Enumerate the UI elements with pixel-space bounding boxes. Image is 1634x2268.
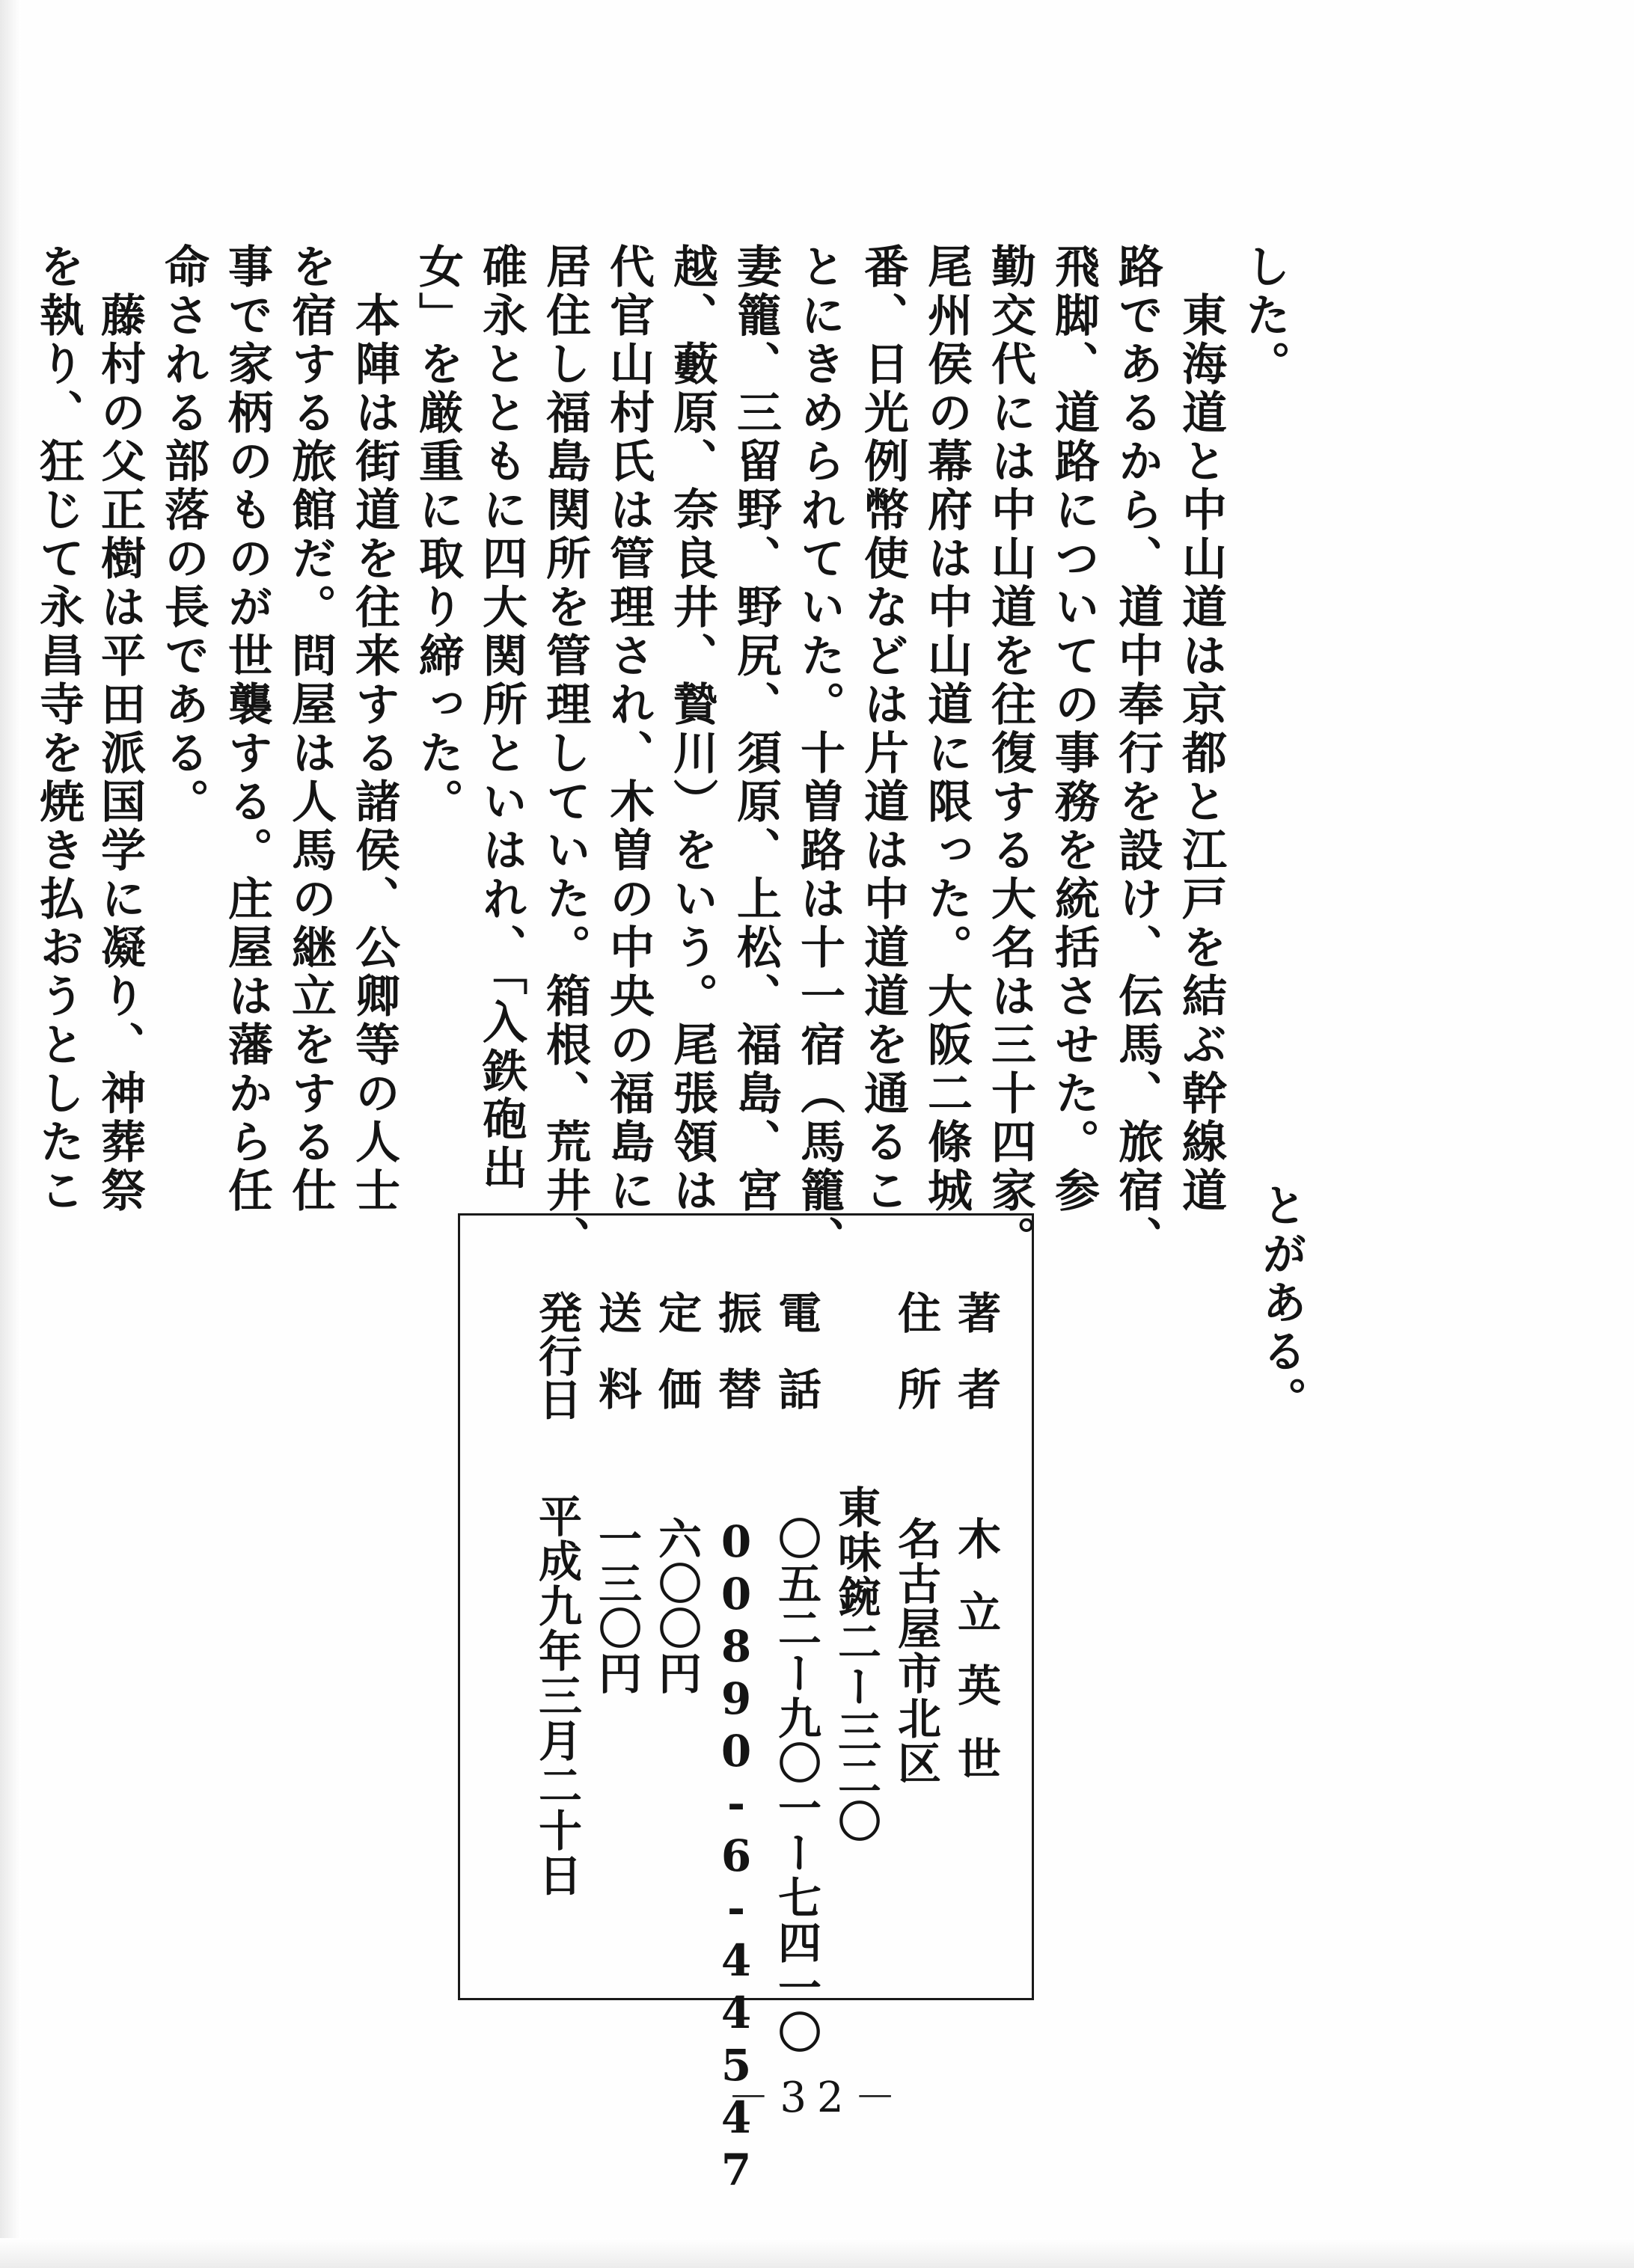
body-column-7: 番、日光例幣使などは片道は中道道を通るこ <box>857 243 909 1216</box>
body-column-6: 尾州侯の幕府は中山道に限った。大阪二條城 <box>920 243 973 1216</box>
body-column-17: 事で家柄のものが世襲する。庄屋は藩から任 <box>221 243 273 1216</box>
body-column-18: 命される部落の長である。 <box>157 243 209 827</box>
colophon-address-line2: 東味鋺二ー三二〇 <box>830 1485 881 1844</box>
colophon-date-row <box>531 1290 582 1898</box>
body-column-2: 東海道と中山道は京都と江戸を結ぶ幹線道 <box>1175 243 1227 1216</box>
continuation-column: とがある。 <box>1255 1182 1307 1425</box>
body-column-9: 妻籠、三留野、野尻、須原、上松、福島、宮 <box>729 243 782 1216</box>
body-column-8: とにきめられていた。十曽路は十一宿（馬籠、 <box>793 243 845 1264</box>
page-edge-shadow-bottom <box>0 2238 1634 2268</box>
body-column-20: を執り、狂じて永昌寺を焼き払おうとしたこ <box>32 243 85 1216</box>
body-column-1: した。 <box>1238 243 1291 389</box>
colophon-postage-label: 送料 <box>591 1290 642 1443</box>
body-column-14: 女」を厳重に取り締った。 <box>411 243 464 827</box>
colophon-author-value: 木立英世 <box>950 1516 1001 1809</box>
body-column-16: を宿する旅館だ。問屋は人馬の継立をする仕 <box>284 243 337 1216</box>
colophon-date-label: 発行日 <box>531 1290 582 1420</box>
colophon-phone-row <box>771 1290 821 2055</box>
body-column-11: 代官山村氏は管理され、木曽の中央の福島に <box>602 243 655 1216</box>
colophon-phone-label: 電話 <box>771 1290 821 1443</box>
body-column-3: 路であるから、道中奉行を設け、伝馬、旅宿、 <box>1111 243 1163 1264</box>
colophon-transfer-value: 00890-6-44547 <box>711 1516 762 2197</box>
colophon-author-label: 著者 <box>950 1290 1001 1443</box>
colophon-postage-row <box>591 1290 642 1696</box>
body-column-10: 越、藪原、奈良井、贄川）をいう。尾張領は <box>666 243 718 1216</box>
colophon-transfer-label: 振替 <box>711 1290 762 1443</box>
body-column-12: 居住し福島関所を管理していた。箱根、荒井、 <box>539 243 591 1264</box>
page-number: －32－ <box>727 2074 907 2122</box>
colophon-author-row <box>950 1290 1001 1809</box>
body-column-15: 本陣は街道を往来する諸侯、公卿等の人士 <box>348 243 400 1216</box>
colophon-address-label: 住所 <box>890 1290 941 1443</box>
body-column-5: 勤交代には中山道を往復する大名は三十四家。 <box>984 243 1036 1264</box>
body-column-13: 碓永とともに四大関所といはれ、「入鉄砲出 <box>475 243 527 1193</box>
colophon-transfer-row <box>711 1290 762 2197</box>
colophon-price-label: 定価 <box>651 1290 702 1443</box>
colophon-address-line1: 名古屋市北区 <box>890 1516 941 1786</box>
body-column-4: 飛脚、道路についての事務を統括させた。参 <box>1047 243 1100 1216</box>
colophon-date-value: 平成九年三月二十日 <box>531 1494 582 1898</box>
colophon-price-row <box>651 1290 702 1696</box>
colophon-address-row <box>890 1290 941 1786</box>
colophon-price-value: 六〇〇円 <box>651 1516 702 1696</box>
colophon-postage-value: 一三〇円 <box>591 1516 642 1696</box>
page-edge-shadow-left <box>0 0 21 2268</box>
body-column-19: 藤村の父正樹は平田派国学に凝り、神葬祭 <box>94 243 146 1216</box>
colophon-phone-value: 〇五二ー九〇一ー七四一〇 <box>771 1516 821 2055</box>
